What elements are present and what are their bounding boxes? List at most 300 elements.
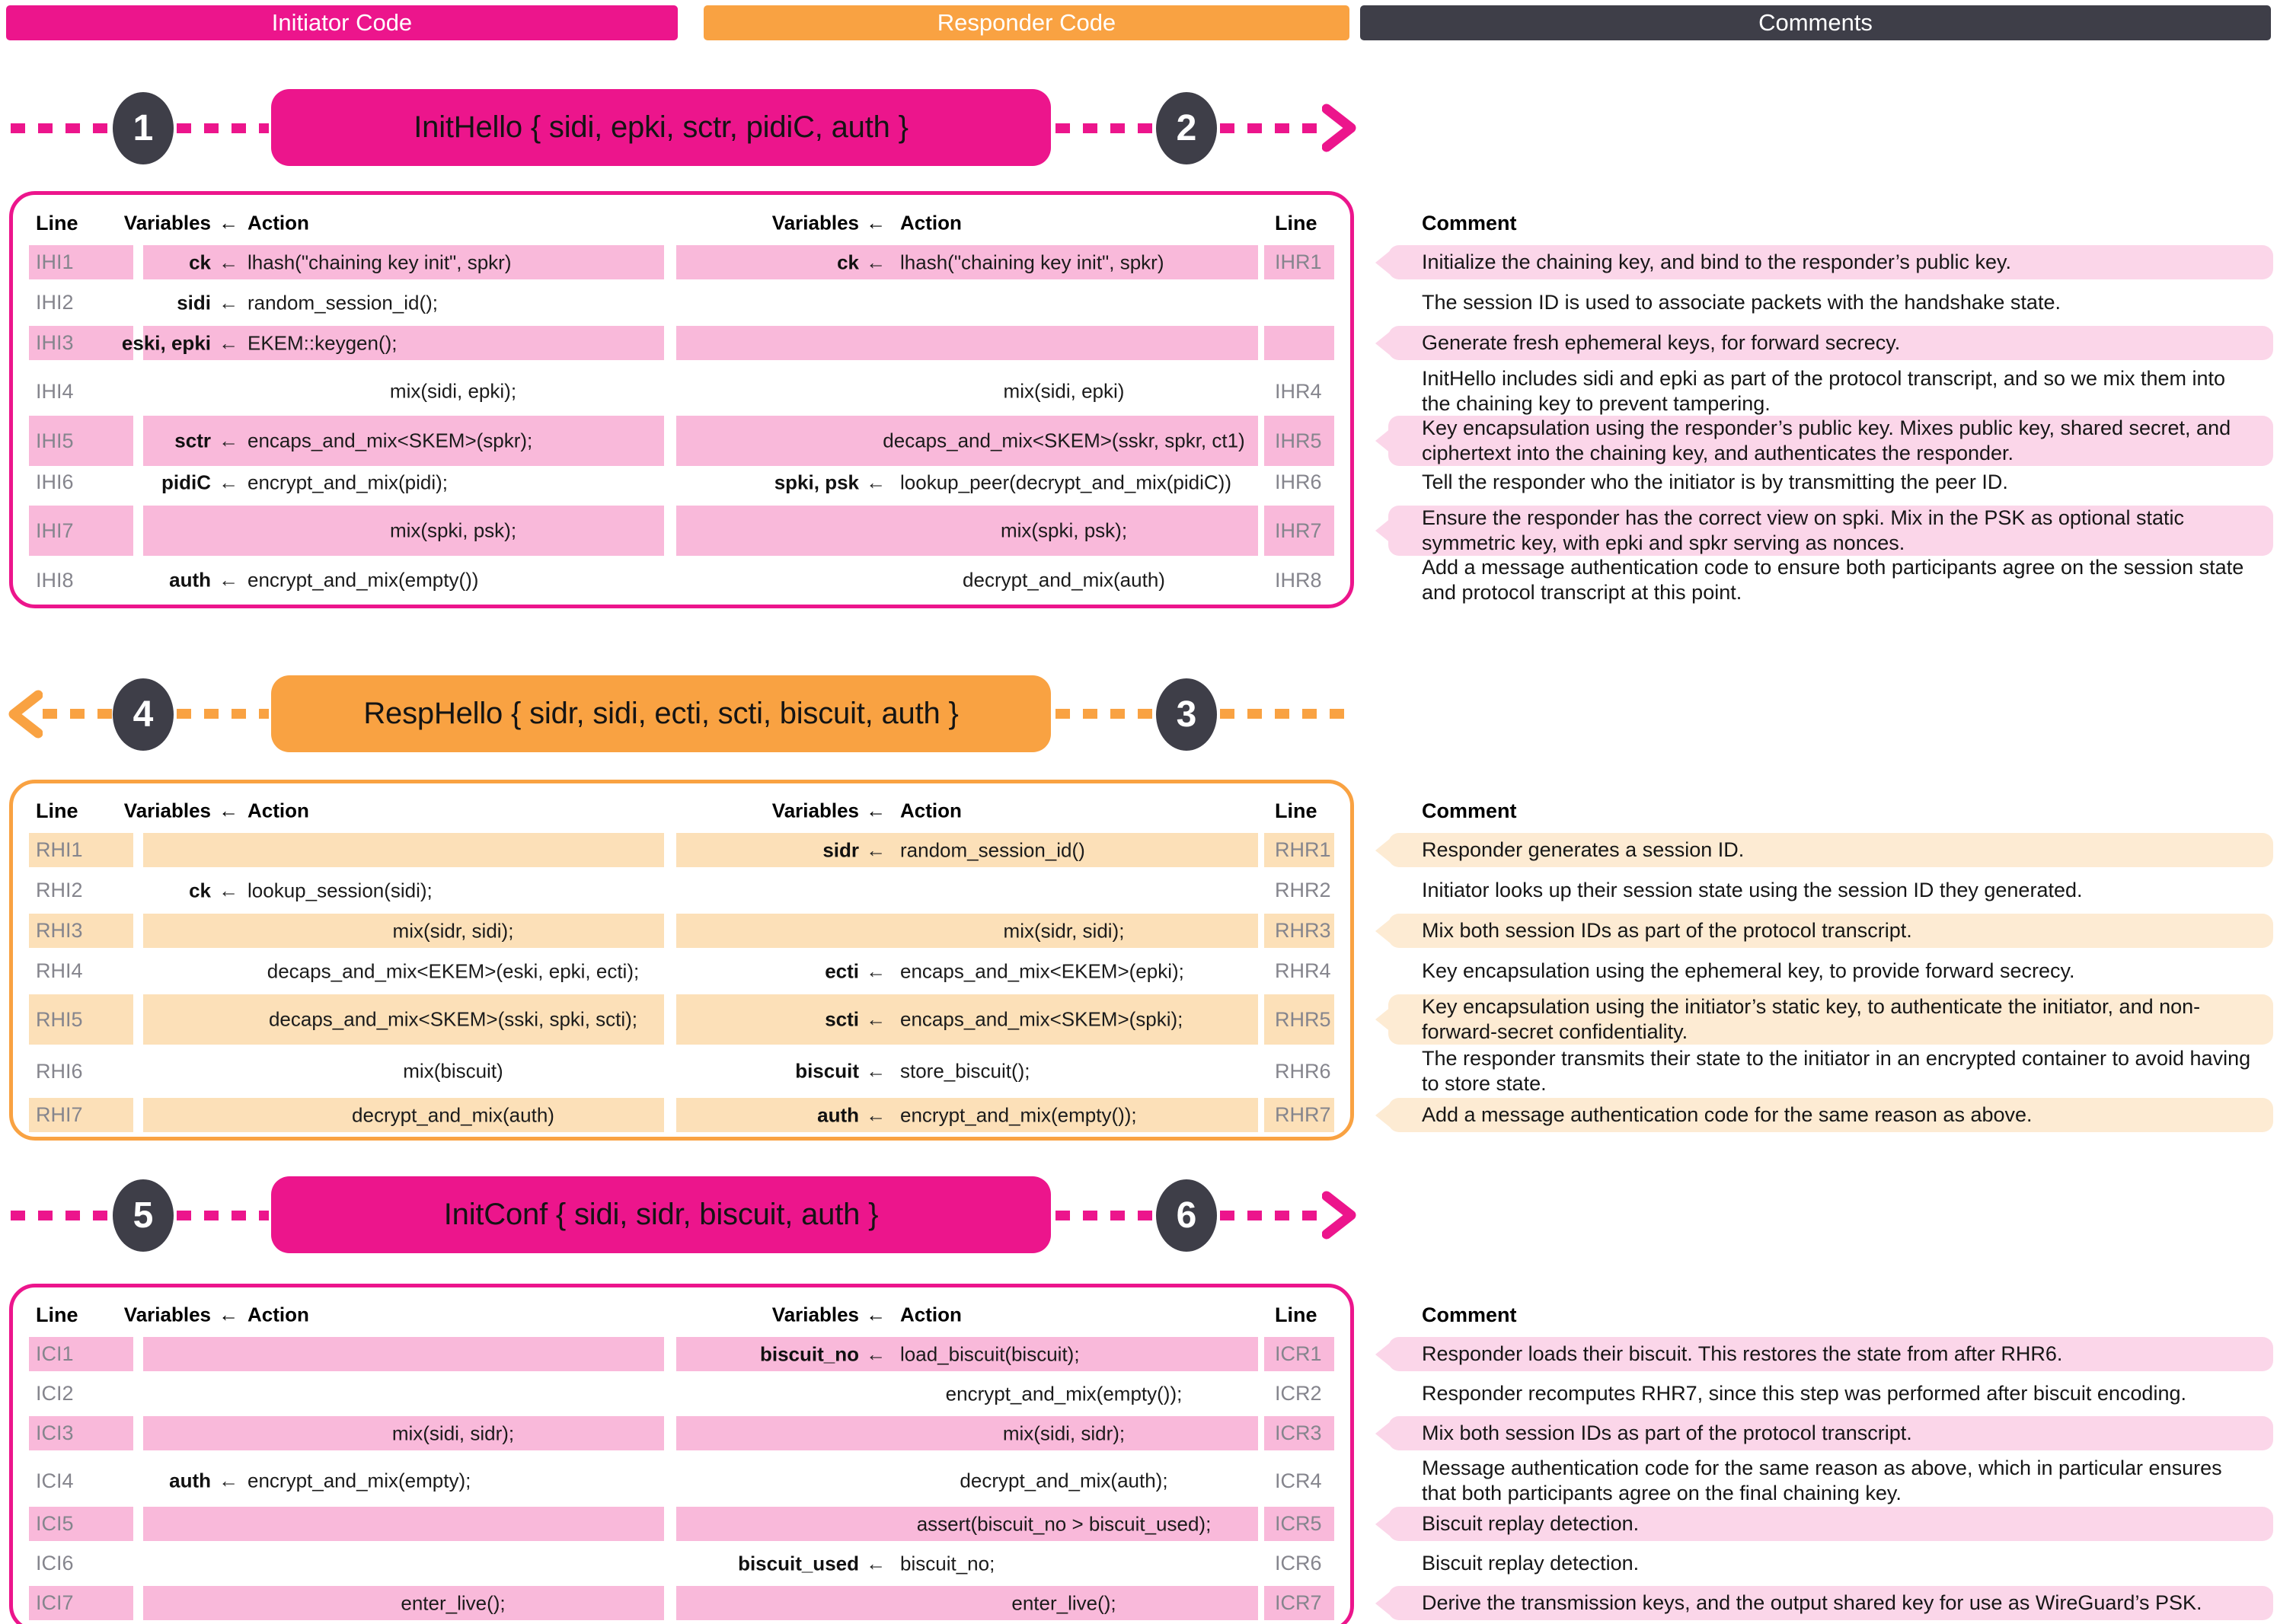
column-header-line: Line <box>1275 799 1317 822</box>
line-label: IHI7 <box>29 506 133 556</box>
dashed-line <box>11 123 113 133</box>
dashed-line <box>1220 123 1320 133</box>
code-variable: auth <box>817 1103 859 1126</box>
line-label <box>1264 326 1334 360</box>
comment-cell <box>1388 465 2273 499</box>
comment-cell <box>1388 245 2273 279</box>
column-header-variables: Variables <box>771 1303 859 1326</box>
initiator-code-cell <box>143 245 664 279</box>
code-action-text: mix(sidr, sidi); <box>1003 919 1125 942</box>
step-badge-5: 5 <box>113 1179 174 1252</box>
left-arrow-icon: ← <box>866 250 886 273</box>
responder-code-cell <box>676 1586 1258 1620</box>
line-label: IHR5 <box>1264 416 1334 466</box>
comment-cell <box>1388 994 2273 1045</box>
left-arrow-icon: ← <box>219 879 238 901</box>
line-label: RHI1 <box>29 833 133 867</box>
line-label: RHI7 <box>29 1098 133 1132</box>
code-action <box>248 1591 659 1615</box>
comment-text-content: Responder generates a session ID. <box>1422 838 1745 861</box>
responder-code-cell <box>676 506 1258 556</box>
comment-text-content: Tell the responder who the initiator is by transmitting the peer ID. <box>1422 471 2008 493</box>
column-header-comment: Comment <box>1422 211 1517 235</box>
code-action <box>248 519 659 543</box>
comment-text-content: Initiator looks up their session state using the session ID they generated. <box>1422 879 2083 901</box>
comment-text <box>1388 465 2273 499</box>
comment-bubble <box>1388 1337 2273 1371</box>
initiator-code-cell <box>121 326 664 360</box>
code-variable: scti <box>825 1007 859 1031</box>
line-label: ICI1 <box>29 1337 133 1371</box>
comment-bubble <box>1388 833 2273 867</box>
line-label: RHR7 <box>1264 1098 1334 1132</box>
column-header-action: Action <box>900 799 962 822</box>
comment-text-content: Key encapsulation using the responder’s public key. Mixes public key, shared secret, and ciphertext into the chaining key, and authenticates the responder. <box>1422 416 2231 464</box>
table-row <box>29 833 2273 867</box>
comment-cell <box>1388 1507 2273 1541</box>
column-header-comment: Comment <box>1422 1303 1517 1326</box>
code-action: lookup_session(sidi); <box>248 879 433 901</box>
dashed-line <box>1055 1211 1153 1220</box>
line-label: ICR1 <box>1264 1337 1334 1371</box>
left-arrow-icon: ← <box>866 1059 886 1083</box>
line-label: RHR1 <box>1264 833 1334 867</box>
initiator-code-cell <box>143 555 664 605</box>
column-header-right <box>676 1297 1258 1332</box>
table-row <box>29 1098 2273 1132</box>
column-header-action: Action <box>248 211 309 235</box>
code-action <box>883 429 1245 453</box>
table-row <box>29 465 2273 499</box>
table-row <box>29 914 2273 948</box>
line-label: IHR4 <box>1275 379 1322 403</box>
initiator-code-cell <box>143 1507 664 1541</box>
line-label: ICR2 <box>1275 1382 1322 1405</box>
line-label: IHI3 <box>29 326 133 360</box>
left-arrow-icon: ← <box>866 1303 886 1326</box>
comment-cell <box>1388 506 2273 556</box>
left-arrow-icon: ← <box>866 471 886 493</box>
responder-code-cell <box>676 1416 1258 1450</box>
table-row <box>29 366 2273 415</box>
code-action-text: enter_live(); <box>401 1591 506 1614</box>
initiator-code-cell <box>143 1337 664 1371</box>
line-label: IHR1 <box>1264 245 1334 279</box>
comment-bubble <box>1388 914 2273 948</box>
responder-code-cell <box>676 1046 1258 1096</box>
comments-header: Comments <box>1360 5 2271 40</box>
table-row <box>29 1377 2273 1411</box>
responder-code-cell <box>676 555 1258 605</box>
line-label: IHR7 <box>1264 506 1334 556</box>
code-action <box>248 959 659 983</box>
code-action: random_session_id() <box>900 838 1085 861</box>
initiator-code-cell <box>143 954 664 988</box>
initiator-code-cell <box>143 1046 664 1096</box>
comment-text-content: Biscuit replay detection. <box>1422 1552 1640 1575</box>
code-variable: pidiC <box>161 471 211 493</box>
code-action-text: mix(biscuit) <box>403 1059 503 1083</box>
code-action-text: mix(sidi, epki) <box>1003 379 1125 403</box>
comment-text <box>1388 954 2273 988</box>
code-action: EKEM::keygen(); <box>248 331 398 354</box>
table-row <box>29 994 2273 1043</box>
initiator-code-cell <box>143 1416 664 1450</box>
table-row <box>29 1046 2273 1095</box>
line-label: RHI6 <box>36 1059 83 1083</box>
comment-cell <box>1388 833 2273 867</box>
left-arrow-icon: ← <box>219 568 238 592</box>
initconf-pill: InitConf { sidi, sidr, biscuit, auth } <box>271 1176 1051 1253</box>
comment-cell <box>1388 1456 2273 1506</box>
arrowhead-left-icon <box>8 689 43 739</box>
comment-cell <box>1388 1416 2273 1450</box>
left-arrow-icon: ← <box>866 838 886 861</box>
initiator-code-cell <box>143 465 664 499</box>
column-header-action: Action <box>248 1303 309 1326</box>
responder-code-cell <box>676 1546 1258 1581</box>
column-header-variables: Variables <box>771 799 859 822</box>
code-variable: sidi <box>177 291 211 314</box>
table-row <box>29 326 2273 360</box>
table-header-row <box>29 793 2273 828</box>
column-header-variables: Variables <box>123 799 211 822</box>
code-action <box>900 519 1228 543</box>
table-row <box>29 1456 2273 1504</box>
responder-code-cell <box>676 914 1258 948</box>
left-arrow-icon: ← <box>866 1342 886 1365</box>
dashed-line <box>1220 709 1348 719</box>
code-action <box>900 1382 1228 1405</box>
code-action <box>900 919 1228 943</box>
inithello-pill: InitHello { sidi, epki, sctr, pidiC, auth } <box>271 89 1051 166</box>
code-variable: sidr <box>822 838 859 861</box>
initiator-code-cell <box>143 286 664 320</box>
code-action-text: mix(sidi, sidr); <box>1002 1421 1126 1444</box>
left-arrow-icon: ← <box>219 331 238 354</box>
column-header-line: Line <box>1275 211 1317 235</box>
line-label: RHI2 <box>36 879 83 901</box>
step-badge-2: 2 <box>1156 92 1217 164</box>
comment-cell <box>1388 1546 2273 1581</box>
comment-bubble <box>1388 1507 2273 1541</box>
line-label: ICR5 <box>1264 1507 1334 1541</box>
comment-text-content: Generate fresh ephemeral keys, for forward secrecy. <box>1422 331 1901 354</box>
comment-text-content: Responder loads their biscuit. This restores the state from after RHR6. <box>1422 1342 2063 1365</box>
code-action <box>248 1060 659 1083</box>
left-arrow-icon: ← <box>866 1552 886 1575</box>
code-action-text: mix(sidr, sidi); <box>392 919 514 942</box>
line-label: ICI6 <box>36 1552 74 1575</box>
responder-code-cell <box>676 416 1258 466</box>
line-label: ICI4 <box>36 1469 74 1492</box>
column-header-right <box>676 793 1258 828</box>
responder-code-cell <box>676 1098 1258 1132</box>
table-row <box>29 245 2273 279</box>
code-action <box>248 919 659 943</box>
comment-text-content: InitHello includes sidi and epki as part of the protocol transcript, and so we mix them into the chaining key to prevent tampering. <box>1422 367 2226 415</box>
dashed-line <box>1055 709 1153 719</box>
code-action: load_biscuit(biscuit); <box>900 1342 1080 1365</box>
table-row <box>29 555 2273 604</box>
comment-text-content: Responder recomputes RHR7, since this step was performed after biscuit encoding. <box>1422 1382 2186 1405</box>
comment-cell <box>1388 326 2273 360</box>
comment-cell <box>1388 873 2273 908</box>
comment-cell <box>1388 1046 2273 1096</box>
dashed-line <box>11 1211 113 1220</box>
resphello-pill: RespHello { sidr, sidi, ecti, scti, biscuit, auth } <box>271 675 1051 752</box>
initiator-code-cell <box>143 1098 664 1132</box>
left-arrow-icon: ← <box>866 1007 886 1031</box>
column-header-line: Line <box>36 1303 78 1326</box>
left-arrow-icon: ← <box>219 799 238 822</box>
code-action <box>900 1591 1228 1615</box>
code-action: encaps_and_mix<EKEM>(epki); <box>900 959 1184 982</box>
code-action: encaps_and_mix<SKEM>(spki); <box>900 1007 1183 1031</box>
left-arrow-icon: ← <box>219 1303 238 1326</box>
line-label: ICI5 <box>29 1507 133 1541</box>
table-row <box>29 1546 2273 1581</box>
code-action: lhash("chaining key init", spkr) <box>248 250 512 273</box>
column-header-left <box>123 793 664 828</box>
table-row <box>29 1337 2273 1371</box>
line-label: RHR5 <box>1264 994 1334 1045</box>
code-action: random_session_id(); <box>248 291 439 314</box>
code-action: encrypt_and_mix(pidi); <box>248 471 449 493</box>
table-header-row <box>29 1297 2273 1332</box>
code-variable: ck <box>189 879 211 901</box>
code-action <box>248 380 659 404</box>
line-label: RHR3 <box>1264 914 1334 948</box>
table-row <box>29 1507 2273 1541</box>
table-row <box>29 506 2273 554</box>
left-arrow-icon: ← <box>219 429 238 452</box>
code-action <box>248 1421 659 1445</box>
left-arrow-icon: ← <box>219 250 238 273</box>
dashed-line <box>1220 1211 1320 1220</box>
code-action <box>900 380 1228 404</box>
comment-text <box>1388 873 2273 908</box>
code-action-text: encrypt_and_mix(empty()); <box>945 1382 1183 1405</box>
code-action <box>900 1512 1228 1536</box>
line-label: IHI4 <box>36 379 74 403</box>
code-action-text: assert(biscuit_no > biscuit_used); <box>916 1512 1212 1535</box>
code-variable: eski, epki <box>121 331 211 354</box>
column-header-variables: Variables <box>771 211 859 235</box>
comment-cell <box>1388 1098 2273 1132</box>
comment-text-content: Ensure the responder has the correct view on spki. Mix in the PSK as optional static symmetric key, with epki and spkr serving as nonces. <box>1422 506 2185 554</box>
code-variable: biscuit_used <box>738 1552 859 1575</box>
dashed-line <box>177 709 269 719</box>
code-action: encaps_and_mix<SKEM>(spkr); <box>248 429 533 452</box>
line-label: IHI1 <box>29 245 133 279</box>
line-label: RHI3 <box>29 914 133 948</box>
initiator-code-cell <box>143 1586 664 1620</box>
column-header-line: Line <box>1275 1303 1317 1326</box>
comment-cell <box>1388 366 2273 416</box>
comment-text <box>1388 286 2273 320</box>
initiator-code-cell <box>143 833 664 867</box>
table-header-row <box>29 206 2273 241</box>
line-label: ICI3 <box>29 1416 133 1450</box>
left-arrow-icon: ← <box>219 471 238 493</box>
comment-cell <box>1388 1337 2273 1371</box>
initiator-code-cell <box>143 506 664 556</box>
column-header-action: Action <box>248 799 309 822</box>
comment-cell <box>1388 286 2273 320</box>
responder-code-cell <box>676 465 1258 499</box>
code-action-text: decaps_and_mix<EKEM>(eski, epki, ecti); <box>267 959 640 982</box>
code-action-text: decrypt_and_mix(auth); <box>960 1469 1168 1492</box>
responder-code-cell <box>676 1456 1258 1506</box>
column-header-line: Line <box>36 799 78 822</box>
initiator-code-cell <box>143 873 664 908</box>
line-label: IHI6 <box>36 471 74 493</box>
dashed-line <box>177 1211 269 1220</box>
code-action-text: decrypt_and_mix(auth) <box>963 568 1165 592</box>
comment-text-content: Add a message authentication code to ensure both participants agree on the session state and protocol transcript at this point. <box>1422 556 2244 604</box>
comment-bubble <box>1388 416 2273 466</box>
comment-bubble <box>1388 326 2273 360</box>
line-label: ICR7 <box>1264 1586 1334 1620</box>
arrowhead-right-icon <box>1322 1190 1357 1240</box>
table-row <box>29 416 2273 464</box>
comment-text-content: Key encapsulation using the ephemeral key, to provide forward secrecy. <box>1422 959 2075 982</box>
comment-text-content: Initialize the chaining key, and bind to the responder’s public key. <box>1422 250 2011 273</box>
comment-text <box>1388 1456 2273 1506</box>
left-arrow-icon: ← <box>219 1469 238 1492</box>
comment-text-content: Add a message authentication code for the same reason as above. <box>1422 1103 2033 1126</box>
table-row <box>29 954 2273 988</box>
comment-bubble <box>1388 1416 2273 1450</box>
line-label: IHR8 <box>1275 568 1322 592</box>
responder-code-cell <box>676 833 1258 867</box>
initiator-code-cell <box>143 994 664 1045</box>
code-action <box>900 1421 1228 1445</box>
comment-cell <box>1388 416 2273 466</box>
comment-text-content: The session ID is used to associate packets with the handshake state. <box>1422 291 2061 314</box>
responder-code-cell <box>676 326 1258 360</box>
code-action-text: decaps_and_mix<SKEM>(sskr, spkr, ct1) <box>883 429 1245 452</box>
code-action <box>900 1469 1228 1493</box>
comment-text <box>1388 366 2273 416</box>
code-variable: ck <box>837 250 859 273</box>
comment-text-content: Mix both session IDs as part of the protocol transcript. <box>1422 919 1912 942</box>
table-row <box>29 873 2273 908</box>
code-action <box>900 569 1228 592</box>
responder-code-cell <box>676 1337 1258 1371</box>
resphello-table <box>29 793 2273 1138</box>
code-variable: spki, psk <box>774 471 859 493</box>
comment-text-content: Biscuit replay detection. <box>1422 1512 1640 1535</box>
step-badge-1: 1 <box>113 92 174 164</box>
line-label: ICI2 <box>36 1382 74 1405</box>
left-arrow-icon: ← <box>866 959 886 982</box>
line-label: ICR6 <box>1275 1552 1322 1575</box>
left-arrow-icon: ← <box>866 211 886 235</box>
comment-text <box>1388 1546 2273 1581</box>
code-action-text: mix(sidi, epki); <box>389 379 517 403</box>
responder-code-cell <box>676 1377 1258 1411</box>
code-action: lhash("chaining key init", spkr) <box>900 250 1164 273</box>
column-header-action: Action <box>900 211 962 235</box>
code-action-text: mix(sidi, sidr); <box>391 1421 515 1444</box>
line-label: ICR4 <box>1275 1469 1322 1492</box>
comment-bubble <box>1388 1586 2273 1620</box>
line-label: RHI4 <box>36 959 83 982</box>
comment-text-content: Mix both session IDs as part of the protocol transcript. <box>1422 1421 1912 1444</box>
code-action-text: decrypt_and_mix(auth) <box>352 1103 554 1126</box>
code-variable: auth <box>169 1469 211 1492</box>
table-row <box>29 1416 2273 1450</box>
column-header-right <box>676 206 1258 241</box>
responder-code-cell <box>676 994 1258 1045</box>
arrowhead-right-icon <box>1322 103 1357 153</box>
comment-cell <box>1388 954 2273 988</box>
comment-text-content: Derive the transmission keys, and the output shared key for use as WireGuard’s PSK. <box>1422 1591 2202 1614</box>
responder-code-cell <box>676 1507 1258 1541</box>
code-action-text: mix(spki, psk); <box>389 518 517 542</box>
column-header-variables: Variables <box>123 211 211 235</box>
code-variable: biscuit_no <box>759 1342 859 1365</box>
responder-code-header: Responder Code <box>704 5 1349 40</box>
table-row <box>29 1586 2273 1620</box>
comment-text-content: The responder transmits their state to the initiator in an encrypted container to avoid having to store state. <box>1422 1047 2251 1095</box>
code-variable: sctr <box>174 429 211 452</box>
comment-text <box>1388 1046 2273 1096</box>
left-arrow-icon: ← <box>866 1103 886 1126</box>
line-label: ICI7 <box>29 1586 133 1620</box>
comment-cell <box>1388 914 2273 948</box>
comment-text <box>1388 1377 2273 1411</box>
comment-bubble <box>1388 994 2273 1045</box>
inithello-table <box>29 206 2273 605</box>
comment-bubble <box>1388 245 2273 279</box>
line-label: RHR6 <box>1275 1059 1331 1083</box>
comment-cell <box>1388 1586 2273 1620</box>
comment-bubble <box>1388 506 2273 556</box>
code-action: encrypt_and_mix(empty()); <box>900 1103 1137 1126</box>
column-header-variables: Variables <box>123 1303 211 1326</box>
initiator-code-cell <box>143 366 664 416</box>
line-label: ICR3 <box>1264 1416 1334 1450</box>
code-action-text: decaps_and_mix<SKEM>(sski, spki, scti); <box>268 1007 638 1031</box>
responder-code-cell <box>676 366 1258 416</box>
code-variable: biscuit <box>795 1059 859 1083</box>
step-badge-3: 3 <box>1156 678 1217 751</box>
code-variable: auth <box>169 568 211 592</box>
initconf-table <box>29 1297 2273 1624</box>
column-header-line: Line <box>36 211 78 235</box>
line-label: IHI5 <box>29 416 133 466</box>
initiator-code-cell <box>143 416 664 466</box>
code-action <box>248 1008 659 1032</box>
line-label: RHR2 <box>1275 879 1331 901</box>
column-header-left <box>123 1297 664 1332</box>
initiator-code-cell <box>143 1456 664 1506</box>
code-action: encrypt_and_mix(empty()) <box>248 568 479 592</box>
responder-code-cell <box>676 954 1258 988</box>
code-action: lookup_peer(decrypt_and_mix(pidiC)) <box>900 471 1231 493</box>
line-label: IHI8 <box>36 568 74 592</box>
code-action-text: mix(spki, psk); <box>1000 518 1128 542</box>
code-action <box>248 1103 659 1127</box>
code-variable: ecti <box>825 959 859 982</box>
dashed-line <box>1055 123 1153 133</box>
step-badge-6: 6 <box>1156 1179 1217 1252</box>
column-header-left <box>123 206 664 241</box>
comment-bubble <box>1388 1098 2273 1132</box>
